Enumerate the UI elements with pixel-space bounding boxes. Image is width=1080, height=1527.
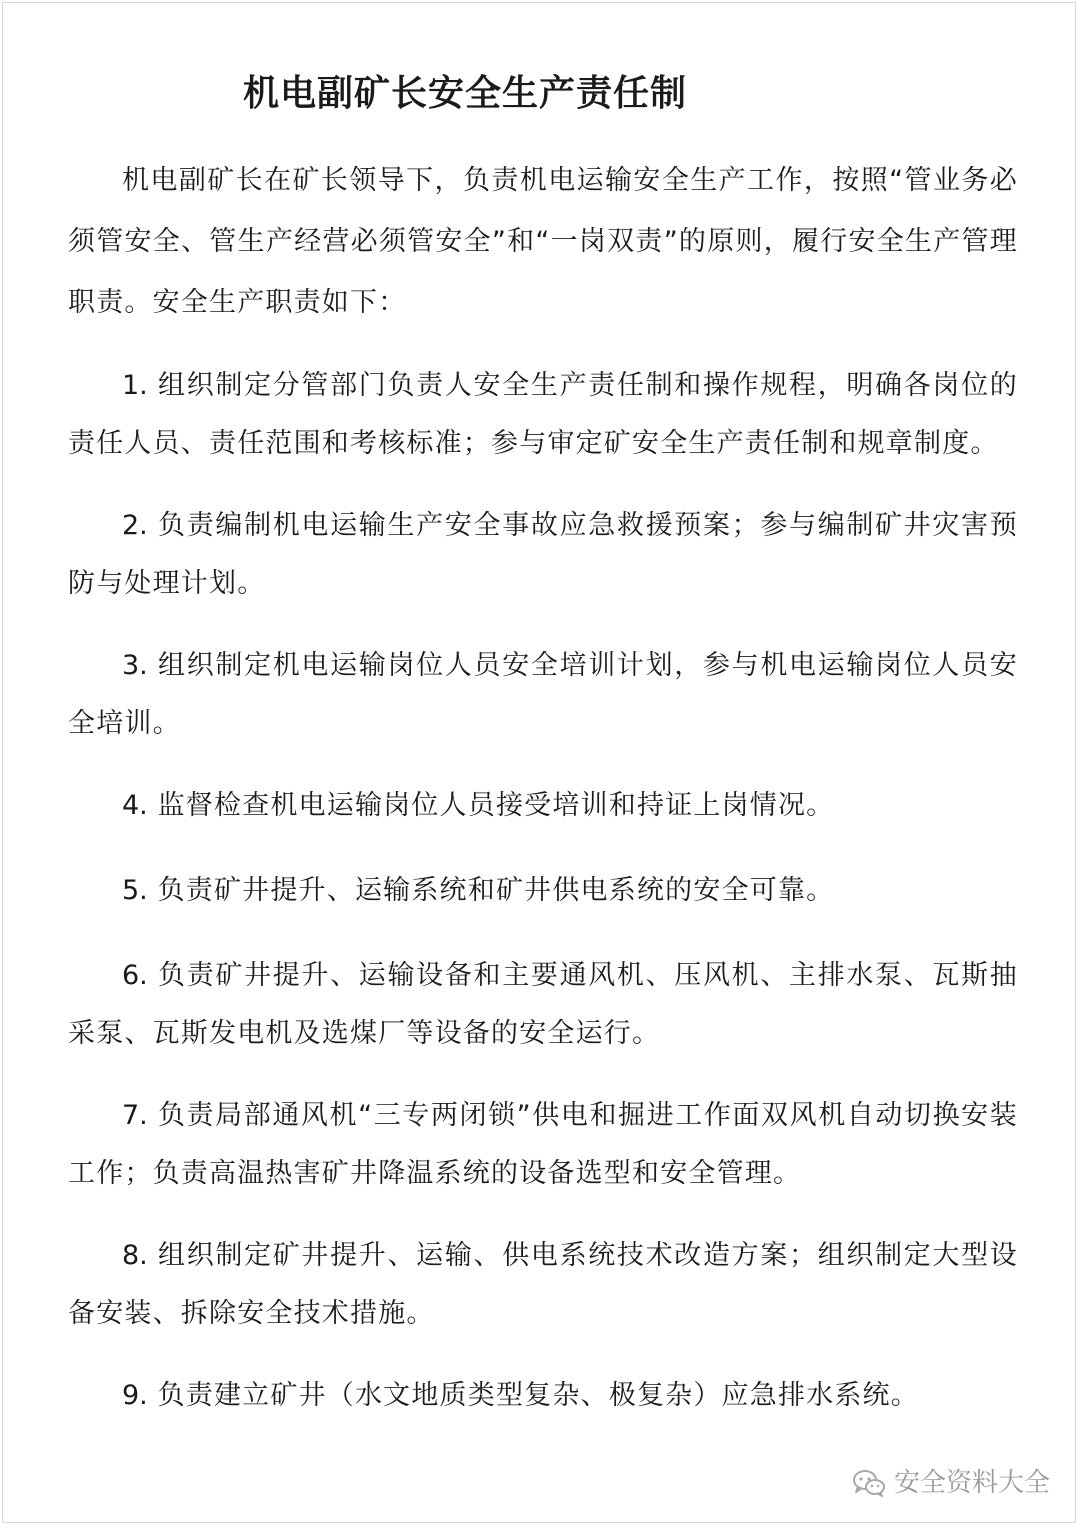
watermark-text: 安全资料大全 [893,1468,1050,1498]
duty-item-4 [68,777,1018,835]
duty-number: 6. [122,960,148,991]
duty-text: 负责矿井提升、运输设备和主要通风机、压风机、主排水泵、瓦斯抽采泵、瓦斯发电机及选煤厂等设备的安全运行。 [68,960,1018,1049]
watermark [852,1465,1050,1501]
duty-item-9 [68,1367,1018,1425]
wechat-icon [852,1468,886,1498]
duty-number: 2. [122,510,148,541]
document-body [68,150,1018,1425]
duty-item-3 [68,637,1018,753]
duty-item-1 [68,357,1018,473]
duty-number: 3. [122,650,148,681]
duty-text: 负责编制机电运输生产安全事故应急救援预案；参与编制矿井灾害预防与处理计划。 [68,510,1018,599]
duty-number: 4. [122,790,148,821]
duty-text: 组织制定机电运输岗位人员安全培训计划，参与机电运输岗位人员安全培训。 [68,650,1018,739]
duty-text: 负责局部通风机“三专两闭锁”供电和掘进工作面双风机自动切换安装工作；负责高温热害矿井降温系统的设备选型和安全管理。 [68,1100,1018,1189]
intro-paragraph: 机电副矿长在矿长领导下，负责机电运输安全生产工作，按照“管业务必须管安全、管生产经营必须管安全”和“一岗双责”的原则，履行安全生产管理职责。安全生产职责如下： [68,165,1018,318]
duty-number: 7. [122,1100,148,1131]
duty-number: 1. [122,370,148,401]
document-title: 机电副矿长安全生产责任制 [242,73,687,114]
duty-item-6 [68,947,1018,1063]
duty-text: 负责矿井提升、运输系统和矿井供电系统的安全可靠。 [157,875,835,906]
duty-item-2 [68,497,1018,613]
duty-text: 组织制定分管部门负责人安全生产责任制和操作规程，明确各岗位的责任人员、责任范围和考核标准；参与审定矿安全生产责任制和规章制度。 [68,370,1018,459]
duty-text: 组织制定矿井提升、运输、供电系统技术改造方案；组织制定大型设备安装、拆除安全技术措施。 [68,1240,1018,1329]
duty-number: 5. [122,875,148,906]
duty-item-7 [68,1087,1018,1203]
duty-number: 9. [122,1380,148,1411]
duty-number: 8. [122,1240,148,1271]
duty-text: 监督检查机电运输岗位人员接受培训和持证上岗情况。 [157,790,835,821]
duty-text: 负责建立矿井（水文地质类型复杂、极复杂）应急排水系统。 [157,1380,919,1411]
duty-item-8 [68,1227,1018,1343]
duty-item-5 [68,862,1018,920]
